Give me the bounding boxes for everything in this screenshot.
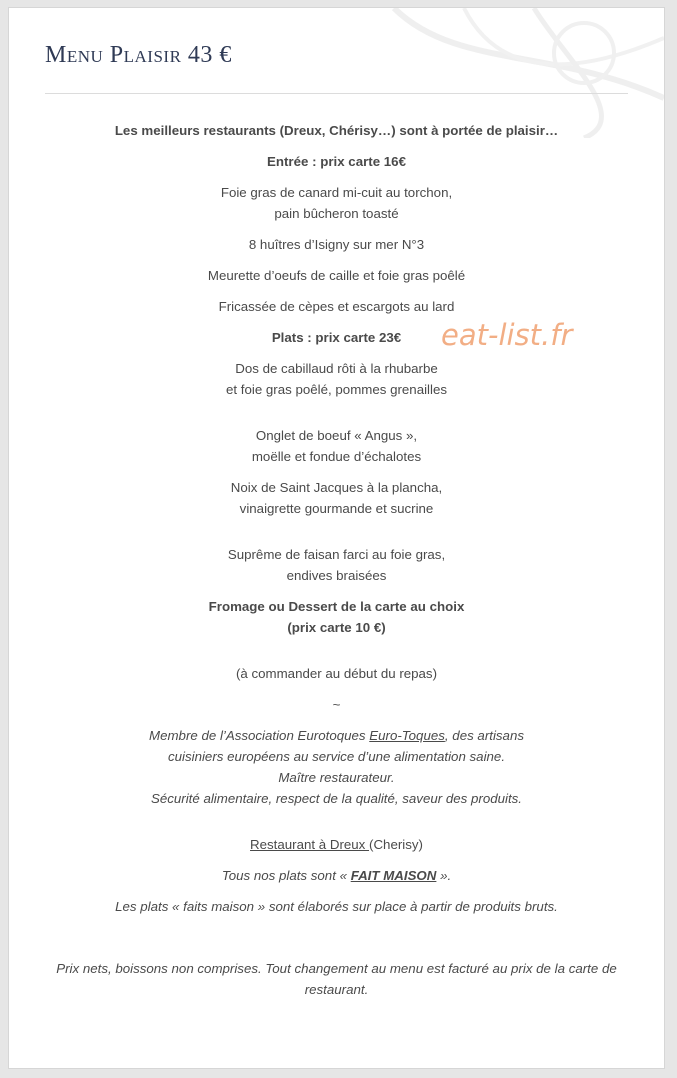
decorative-swirl [334,8,664,138]
association-line: cuisiniers européens au service d’une alimentation saine. [167,749,506,764]
association-line: Sécurité alimentaire, respect de la qualité, saveur des produits. [150,791,523,806]
association-line [29,725,644,746]
faits-maison-note: Les plats « faits maison » sont élaborés sur place à partir de produits bruts. [115,899,558,914]
prix-nets-note [29,958,644,1000]
menu-item [29,358,644,400]
menu-item [29,425,644,467]
menu-item-line: et foie gras poêlé, pommes grenailles [226,382,447,397]
restaurant-dreux-link[interactable]: Restaurant à Dreux [250,837,370,852]
association-block [29,725,644,809]
menu-item-line: moëlle et fondue d’échalotes [251,449,422,464]
intro-text: Les meilleurs restaurants (Dreux, Chérisy…) sont à portée de plaisir… [114,123,559,138]
euro-toques-link[interactable]: Euro-Toques [369,728,445,743]
menu-item-line: Noix de Saint Jacques à la plancha, [230,480,443,495]
menu-item [29,477,644,519]
order-note: (à commander au début du repas) [235,666,438,681]
menu-item [29,182,644,224]
entrees-heading: Entrée : prix carte 16€ [267,154,406,169]
menu-item-line: Foie gras de canard mi-cuit au torchon, [220,185,453,200]
association-prefix: Membre de l’Association Eurotoques [149,728,370,743]
title-divider [45,93,628,94]
menu-item: Meurette d’oeufs de caille et foie gras poêlé [207,268,466,283]
watermark-logo: eat-list.fr [441,318,573,352]
fromage-line: Fromage ou Dessert de la carte au choix [208,599,465,614]
menu-card [8,7,665,1069]
plats-heading: Plats : prix carte 23€ [271,330,402,345]
menu-item-line: Dos de cabillaud rôti à la rhubarbe [235,361,438,376]
menu-item [29,544,644,586]
menu-item: Fricassée de cèpes et escargots au lard [218,299,455,314]
fait-maison-label: FAIT MAISON [350,868,437,883]
prix-nets-line: Prix nets, boissons non comprises. Tout changement au menu est facturé au prix de la carte de [56,961,617,976]
association-line: Maître restaurateur. [278,770,395,785]
fait-maison-suffix: ». [436,868,452,883]
menu-item: 8 huîtres d’Isigny sur mer N°3 [248,237,425,252]
fromage-heading [29,596,644,638]
association-suffix: , des artisans [444,728,524,743]
fait-maison-line [29,865,644,886]
fromage-line: (prix carte 10 €) [287,620,386,635]
tilde-separator: ~ [332,697,341,712]
restaurant-suffix: (Cherisy) [369,837,423,852]
menu-item-line: endives braisées [286,568,387,583]
page-title: Menu Plaisir 43 € [45,42,232,68]
menu-item-line: Onglet de boeuf « Angus », [255,428,418,443]
menu-item-line: Suprême de faisan farci au foie gras, [227,547,446,562]
prix-nets-line: restaurant. [304,982,369,997]
restaurant-line [29,834,644,855]
menu-content [29,120,644,1000]
menu-item-line: pain bûcheron toasté [274,206,399,221]
fait-maison-prefix: Tous nos plats sont « [221,868,351,883]
menu-item-line: vinaigrette gourmande et sucrine [239,501,434,516]
